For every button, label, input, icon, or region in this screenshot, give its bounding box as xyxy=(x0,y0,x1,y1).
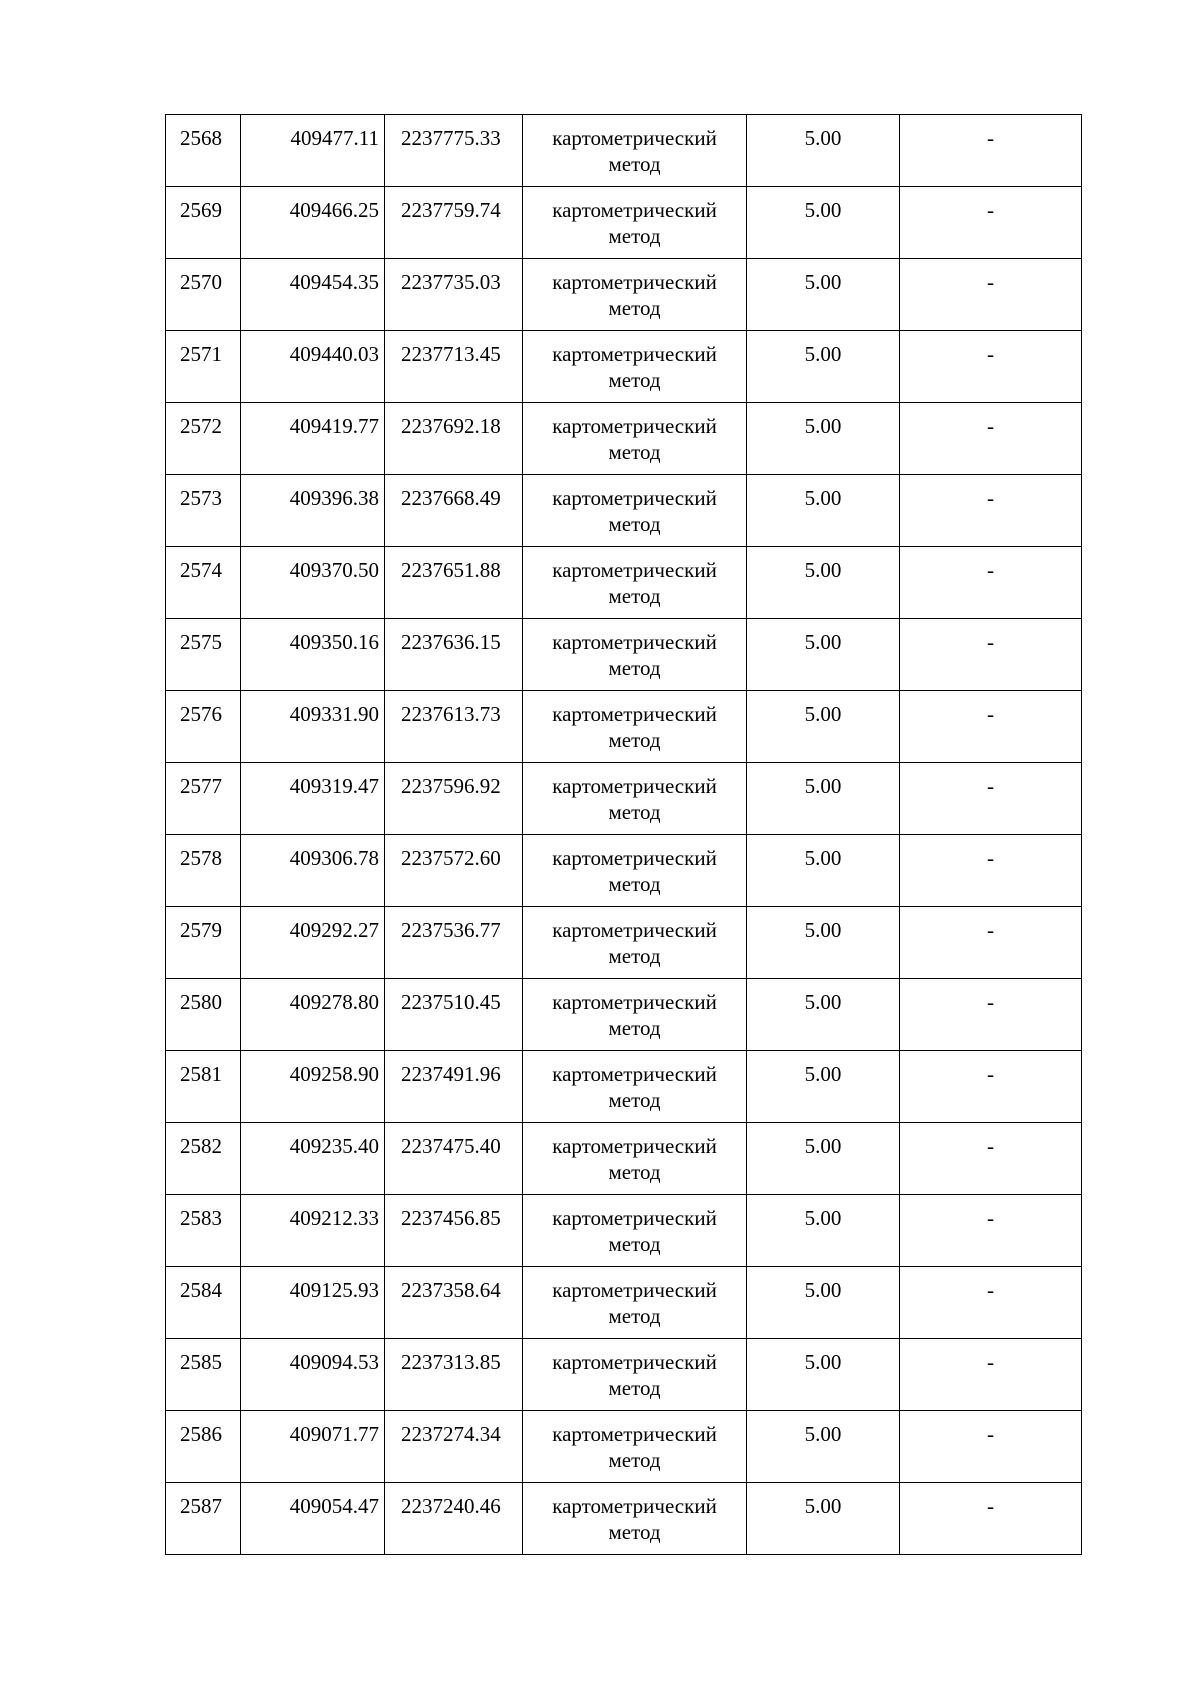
point-number-cell: 2585 xyxy=(166,1339,241,1411)
method-cell: картометрический метод xyxy=(523,331,747,403)
point-number-cell: 2583 xyxy=(166,1195,241,1267)
method-cell: картометрический метод xyxy=(523,1195,747,1267)
point-number-cell: 2581 xyxy=(166,1051,241,1123)
y-coordinate-cell: 2237596.92 xyxy=(385,763,523,835)
description-cell: - xyxy=(900,907,1082,979)
table-row xyxy=(166,1339,1082,1411)
table-row xyxy=(166,763,1082,835)
accuracy-cell: 5.00 xyxy=(747,1267,900,1339)
table-row xyxy=(166,403,1082,475)
accuracy-cell: 5.00 xyxy=(747,475,900,547)
description-cell: - xyxy=(900,691,1082,763)
description-cell: - xyxy=(900,763,1082,835)
point-number-cell: 2582 xyxy=(166,1123,241,1195)
x-coordinate-cell: 409094.53 xyxy=(241,1339,385,1411)
table-row xyxy=(166,1483,1082,1555)
x-coordinate-cell: 409477.11 xyxy=(241,115,385,187)
y-coordinate-cell: 2237475.40 xyxy=(385,1123,523,1195)
point-number-cell: 2577 xyxy=(166,763,241,835)
method-cell: картометрический метод xyxy=(523,1267,747,1339)
y-coordinate-cell: 2237456.85 xyxy=(385,1195,523,1267)
description-cell: - xyxy=(900,1195,1082,1267)
method-cell: картометрический метод xyxy=(523,187,747,259)
y-coordinate-cell: 2237651.88 xyxy=(385,547,523,619)
description-cell: - xyxy=(900,1339,1082,1411)
point-number-cell: 2573 xyxy=(166,475,241,547)
y-coordinate-cell: 2237735.03 xyxy=(385,259,523,331)
point-number-cell: 2578 xyxy=(166,835,241,907)
y-coordinate-cell: 2237240.46 xyxy=(385,1483,523,1555)
x-coordinate-cell: 409125.93 xyxy=(241,1267,385,1339)
x-coordinate-cell: 409331.90 xyxy=(241,691,385,763)
coordinates-table xyxy=(165,114,1082,1555)
accuracy-cell: 5.00 xyxy=(747,763,900,835)
method-cell: картометрический метод xyxy=(523,763,747,835)
point-number-cell: 2587 xyxy=(166,1483,241,1555)
accuracy-cell: 5.00 xyxy=(747,1123,900,1195)
x-coordinate-cell: 409370.50 xyxy=(241,547,385,619)
accuracy-cell: 5.00 xyxy=(747,619,900,691)
table-row xyxy=(166,1411,1082,1483)
accuracy-cell: 5.00 xyxy=(747,835,900,907)
description-cell: - xyxy=(900,1411,1082,1483)
description-cell: - xyxy=(900,1267,1082,1339)
table-row xyxy=(166,187,1082,259)
x-coordinate-cell: 409440.03 xyxy=(241,331,385,403)
description-cell: - xyxy=(900,475,1082,547)
x-coordinate-cell: 409235.40 xyxy=(241,1123,385,1195)
y-coordinate-cell: 2237636.15 xyxy=(385,619,523,691)
accuracy-cell: 5.00 xyxy=(747,259,900,331)
x-coordinate-cell: 409071.77 xyxy=(241,1411,385,1483)
table-row xyxy=(166,1195,1082,1267)
x-coordinate-cell: 409258.90 xyxy=(241,1051,385,1123)
method-cell: картометрический метод xyxy=(523,115,747,187)
description-cell: - xyxy=(900,1483,1082,1555)
description-cell: - xyxy=(900,1051,1082,1123)
x-coordinate-cell: 409292.27 xyxy=(241,907,385,979)
table-row xyxy=(166,547,1082,619)
accuracy-cell: 5.00 xyxy=(747,691,900,763)
point-number-cell: 2586 xyxy=(166,1411,241,1483)
table-row xyxy=(166,259,1082,331)
x-coordinate-cell: 409454.35 xyxy=(241,259,385,331)
y-coordinate-cell: 2237510.45 xyxy=(385,979,523,1051)
point-number-cell: 2569 xyxy=(166,187,241,259)
description-cell: - xyxy=(900,547,1082,619)
point-number-cell: 2574 xyxy=(166,547,241,619)
x-coordinate-cell: 409278.80 xyxy=(241,979,385,1051)
y-coordinate-cell: 2237713.45 xyxy=(385,331,523,403)
coordinates-table-body xyxy=(166,115,1082,1555)
description-cell: - xyxy=(900,115,1082,187)
y-coordinate-cell: 2237274.34 xyxy=(385,1411,523,1483)
y-coordinate-cell: 2237313.85 xyxy=(385,1339,523,1411)
table-row xyxy=(166,835,1082,907)
method-cell: картометрический метод xyxy=(523,475,747,547)
accuracy-cell: 5.00 xyxy=(747,115,900,187)
point-number-cell: 2579 xyxy=(166,907,241,979)
table-row xyxy=(166,979,1082,1051)
x-coordinate-cell: 409466.25 xyxy=(241,187,385,259)
x-coordinate-cell: 409054.47 xyxy=(241,1483,385,1555)
accuracy-cell: 5.00 xyxy=(747,1051,900,1123)
method-cell: картометрический метод xyxy=(523,907,747,979)
y-coordinate-cell: 2237692.18 xyxy=(385,403,523,475)
point-number-cell: 2584 xyxy=(166,1267,241,1339)
accuracy-cell: 5.00 xyxy=(747,1483,900,1555)
x-coordinate-cell: 409396.38 xyxy=(241,475,385,547)
accuracy-cell: 5.00 xyxy=(747,1195,900,1267)
method-cell: картометрический метод xyxy=(523,1411,747,1483)
y-coordinate-cell: 2237491.96 xyxy=(385,1051,523,1123)
accuracy-cell: 5.00 xyxy=(747,1339,900,1411)
method-cell: картометрический метод xyxy=(523,259,747,331)
method-cell: картометрический метод xyxy=(523,1051,747,1123)
accuracy-cell: 5.00 xyxy=(747,403,900,475)
table-row xyxy=(166,1051,1082,1123)
table-row xyxy=(166,331,1082,403)
y-coordinate-cell: 2237572.60 xyxy=(385,835,523,907)
point-number-cell: 2568 xyxy=(166,115,241,187)
method-cell: картометрический метод xyxy=(523,1123,747,1195)
method-cell: картометрический метод xyxy=(523,547,747,619)
description-cell: - xyxy=(900,979,1082,1051)
x-coordinate-cell: 409306.78 xyxy=(241,835,385,907)
description-cell: - xyxy=(900,259,1082,331)
accuracy-cell: 5.00 xyxy=(747,979,900,1051)
table-row xyxy=(166,907,1082,979)
description-cell: - xyxy=(900,331,1082,403)
x-coordinate-cell: 409419.77 xyxy=(241,403,385,475)
table-row xyxy=(166,691,1082,763)
y-coordinate-cell: 2237775.33 xyxy=(385,115,523,187)
accuracy-cell: 5.00 xyxy=(747,331,900,403)
y-coordinate-cell: 2237358.64 xyxy=(385,1267,523,1339)
method-cell: картометрический метод xyxy=(523,835,747,907)
description-cell: - xyxy=(900,187,1082,259)
point-number-cell: 2570 xyxy=(166,259,241,331)
method-cell: картометрический метод xyxy=(523,619,747,691)
method-cell: картометрический метод xyxy=(523,691,747,763)
accuracy-cell: 5.00 xyxy=(747,907,900,979)
table-row xyxy=(166,1267,1082,1339)
x-coordinate-cell: 409319.47 xyxy=(241,763,385,835)
y-coordinate-cell: 2237613.73 xyxy=(385,691,523,763)
description-cell: - xyxy=(900,1123,1082,1195)
table-row xyxy=(166,115,1082,187)
method-cell: картометрический метод xyxy=(523,1339,747,1411)
y-coordinate-cell: 2237668.49 xyxy=(385,475,523,547)
description-cell: - xyxy=(900,835,1082,907)
method-cell: картометрический метод xyxy=(523,1483,747,1555)
accuracy-cell: 5.00 xyxy=(747,547,900,619)
accuracy-cell: 5.00 xyxy=(747,1411,900,1483)
table-row xyxy=(166,1123,1082,1195)
table-row xyxy=(166,475,1082,547)
accuracy-cell: 5.00 xyxy=(747,187,900,259)
method-cell: картометрический метод xyxy=(523,403,747,475)
y-coordinate-cell: 2237536.77 xyxy=(385,907,523,979)
point-number-cell: 2571 xyxy=(166,331,241,403)
y-coordinate-cell: 2237759.74 xyxy=(385,187,523,259)
point-number-cell: 2580 xyxy=(166,979,241,1051)
description-cell: - xyxy=(900,619,1082,691)
method-cell: картометрический метод xyxy=(523,979,747,1051)
description-cell: - xyxy=(900,403,1082,475)
point-number-cell: 2576 xyxy=(166,691,241,763)
point-number-cell: 2572 xyxy=(166,403,241,475)
x-coordinate-cell: 409212.33 xyxy=(241,1195,385,1267)
table-row xyxy=(166,619,1082,691)
x-coordinate-cell: 409350.16 xyxy=(241,619,385,691)
point-number-cell: 2575 xyxy=(166,619,241,691)
